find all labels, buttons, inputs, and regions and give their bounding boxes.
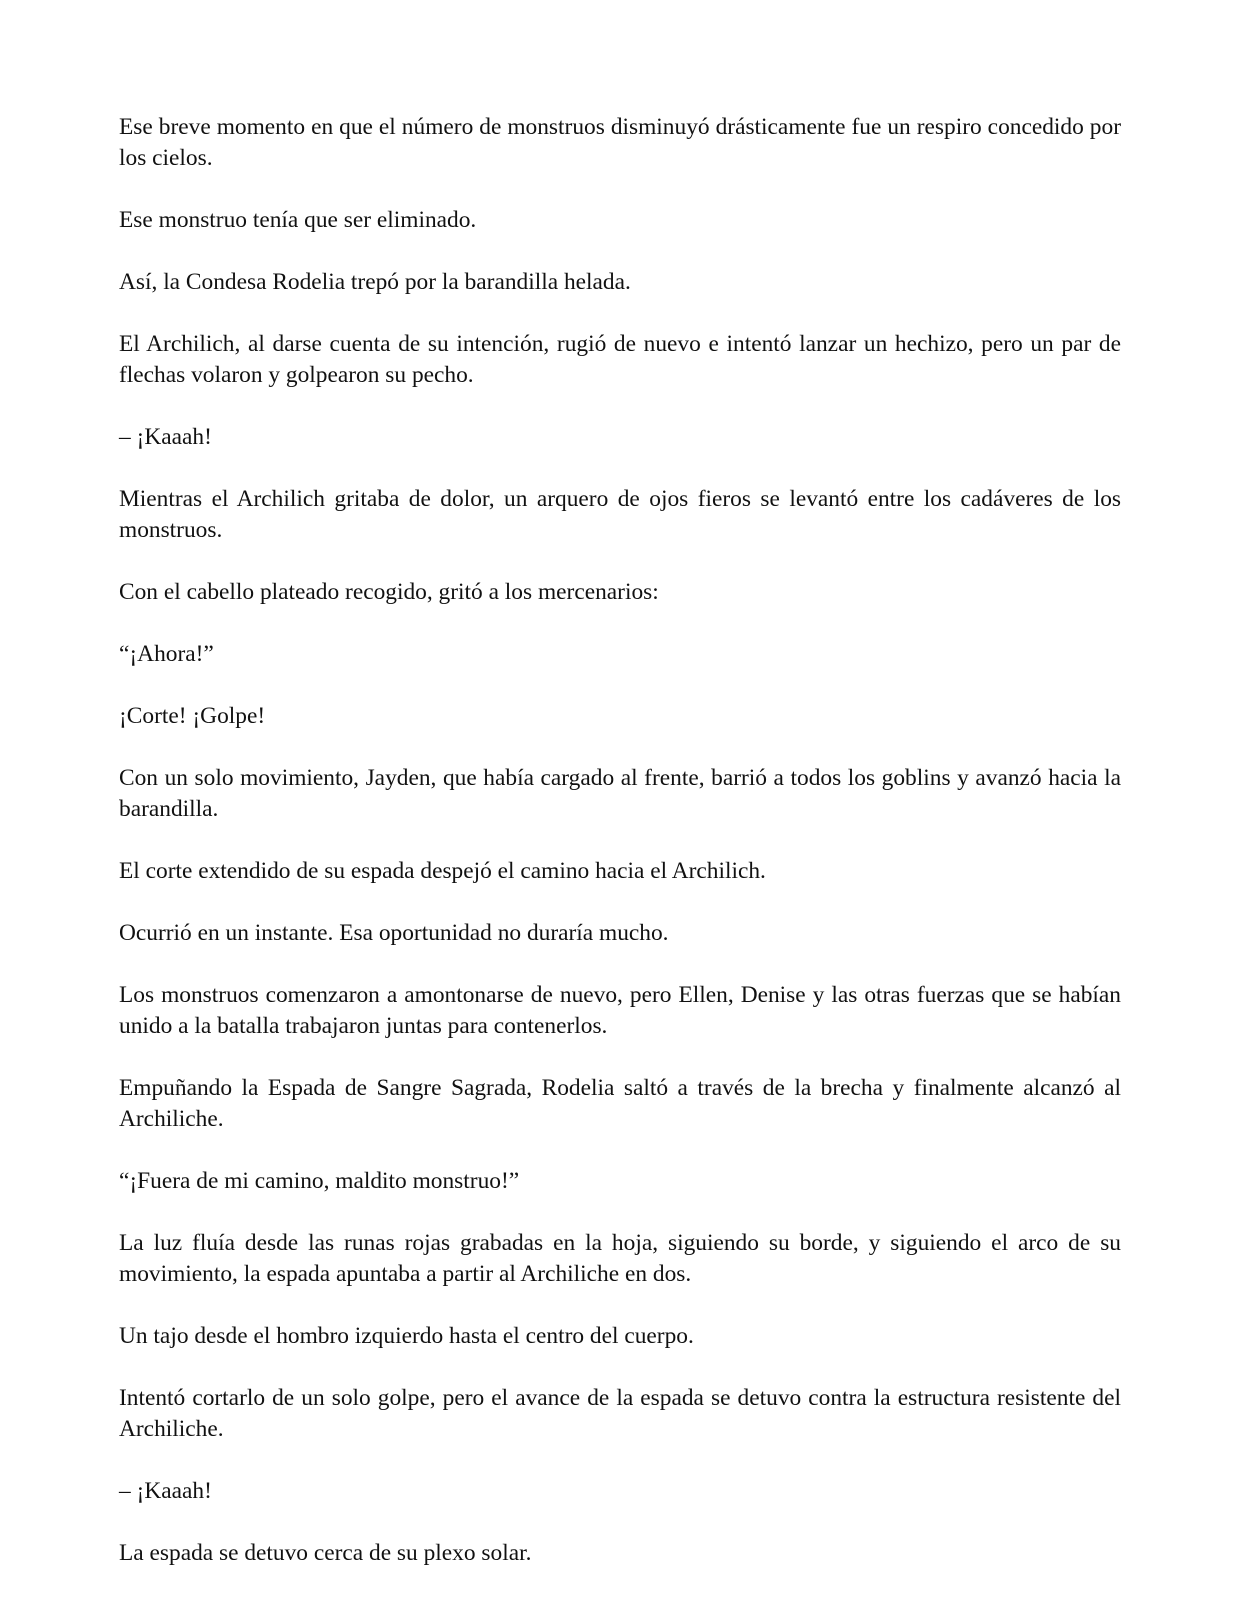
paragraph: Ese monstruo tenía que ser eliminado. [119, 207, 477, 233]
paragraph: Así, la Condesa Rodelia trepó por la barandilla helada. [119, 269, 631, 295]
paragraph: La luz fluía desde las runas rojas grabadas en la hoja, siguiendo su borde, y siguiendo el arco de su movimiento, la espada apuntaba a partir al Archiliche en dos. [119, 1230, 1121, 1287]
paragraph: “¡Ahora!” [119, 641, 214, 667]
paragraph: Ocurrió en un instante. Esa oportunidad no duraría mucho. [119, 920, 669, 946]
paragraph: El Archilich, al darse cuenta de su intención, rugió de nuevo e intentó lanzar un hechizo, pero un par de flechas volaron y golpearon su pecho. [119, 331, 1121, 388]
paragraph: Empuñando la Espada de Sangre Sagrada, Rodelia saltó a través de la brecha y finalmente alcanzó al Archiliche. [119, 1075, 1121, 1132]
paragraph: Los monstruos comenzaron a amontonarse de nuevo, pero Ellen, Denise y las otras fuerzas que se habían unido a la batalla trabajaron juntas para contenerlos. [119, 982, 1121, 1039]
paragraph: La espada se detuvo cerca de su plexo solar. [119, 1540, 532, 1566]
paragraph: Ese breve momento en que el número de monstruos disminuyó drásticamente fue un respiro concedido por los cielos. [119, 114, 1121, 171]
paragraph: Intentó cortarlo de un solo golpe, pero el avance de la espada se detuvo contra la estructura resistente del Archiliche. [119, 1385, 1121, 1442]
paragraph: – ¡Kaaah! [119, 1478, 212, 1504]
paragraph: – ¡Kaaah! [119, 424, 212, 450]
paragraph: ¡Corte! ¡Golpe! [119, 703, 266, 729]
paragraph: Mientras el Archilich gritaba de dolor, un arquero de ojos fieros se levantó entre los cadáveres de los monstruos. [119, 486, 1121, 543]
paragraph: “¡Fuera de mi camino, maldito monstruo!” [119, 1168, 520, 1194]
paragraph: Un tajo desde el hombro izquierdo hasta el centro del cuerpo. [119, 1323, 694, 1349]
document-body [119, 112, 1121, 1600]
paragraph: El corte extendido de su espada despejó el camino hacia el Archilich. [119, 858, 766, 884]
paragraph: Con un solo movimiento, Jayden, que había cargado al frente, barrió a todos los goblins y avanzó hacia la barandilla. [119, 765, 1121, 822]
paragraph: Con el cabello plateado recogido, gritó a los mercenarios: [119, 579, 659, 605]
